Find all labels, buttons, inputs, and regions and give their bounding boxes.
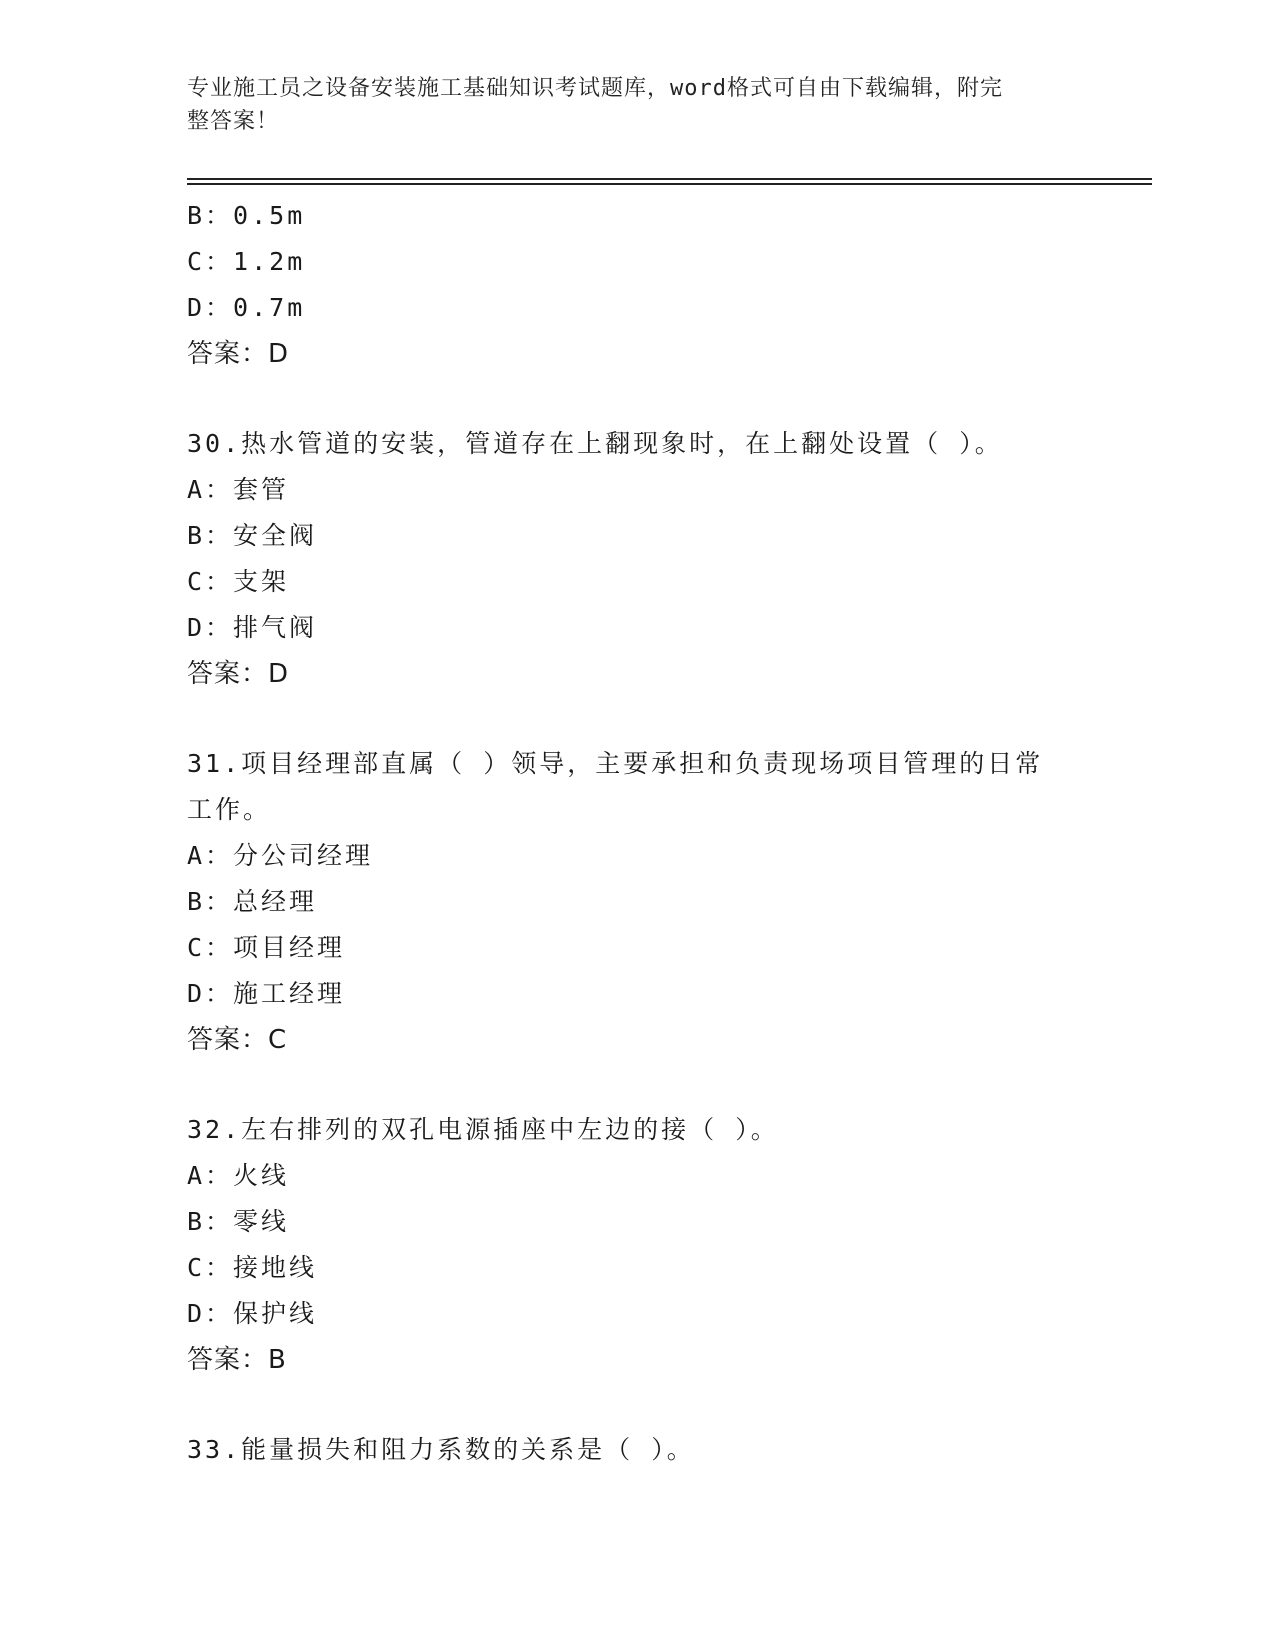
option-d: D：0.7m [187, 293, 306, 322]
question-33 [187, 1427, 1107, 1473]
question-stem: 33.能量损失和阻力系数的关系是（ ）。 [187, 1435, 695, 1464]
answer: 答案：C [187, 1025, 288, 1055]
option-b: B：0.5m [187, 201, 306, 230]
header-divider-top [187, 178, 1152, 180]
document-header [187, 72, 1067, 138]
question-31 [187, 741, 1107, 1063]
answer: 答案：D [187, 339, 290, 369]
option-b: B：零线 [187, 1207, 290, 1236]
header-line-1: 专业施工员之设备安装施工基础知识考试题库，word格式可自由下载编辑，附完 [187, 76, 1003, 101]
option-c: C：支架 [187, 567, 290, 596]
option-c: C：项目经理 [187, 933, 346, 962]
option-a: A：套管 [187, 475, 290, 504]
option-d: D：保护线 [187, 1299, 318, 1328]
option-b: B：安全阀 [187, 521, 318, 550]
option-a: A：分公司经理 [187, 841, 374, 870]
question-stem-line-2: 工作。 [187, 795, 272, 824]
option-c: C：接地线 [187, 1253, 318, 1282]
document-body [187, 193, 1107, 1473]
question-stem: 30.热水管道的安装，管道存在上翻现象时，在上翻处设置（ ）。 [187, 429, 1003, 458]
answer: 答案：B [187, 1345, 287, 1375]
answer: 答案：D [187, 659, 290, 689]
question-32 [187, 1107, 1107, 1383]
question-stem: 32.左右排列的双孔电源插座中左边的接（ ）。 [187, 1115, 779, 1144]
question-stem-line-1: 31.项目经理部直属（ ）领导，主要承担和负责现场项目管理的日常 [187, 749, 1044, 778]
option-b: B：总经理 [187, 887, 318, 916]
header-divider-bottom [187, 183, 1152, 185]
option-d: D：施工经理 [187, 979, 346, 1008]
option-a: A：火线 [187, 1161, 290, 1190]
question-29-continued [187, 193, 1107, 377]
header-line-2: 整答案！ [187, 109, 280, 134]
option-c: C：1.2m [187, 247, 306, 276]
question-30 [187, 421, 1107, 697]
option-d: D：排气阀 [187, 613, 318, 642]
